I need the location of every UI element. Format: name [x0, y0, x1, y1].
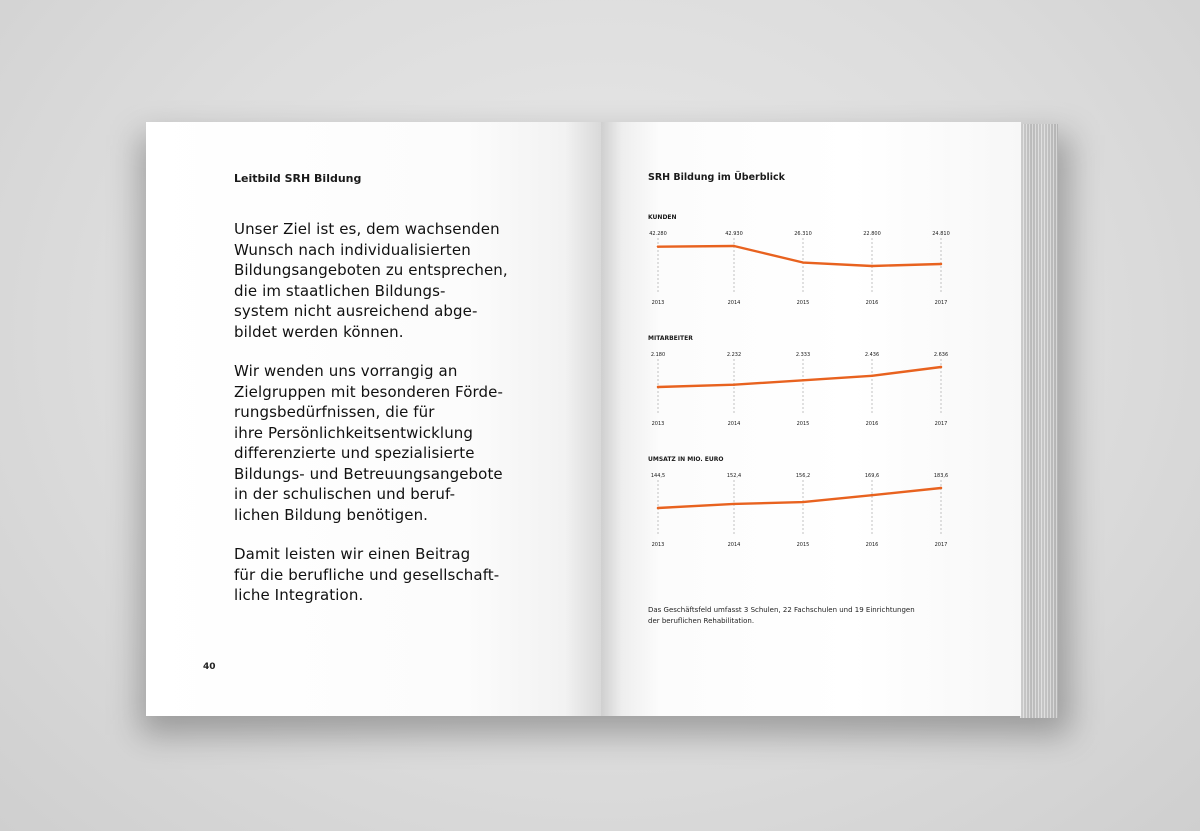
chart-title: KUNDEN: [648, 214, 677, 221]
data-point-2015: [802, 379, 804, 381]
data-point-2015: [802, 501, 804, 503]
year-label: 2013: [651, 421, 665, 427]
year-label: 2017: [934, 542, 948, 548]
mission-paragraph-1: Unser Ziel ist es, dem wachsenden Wunsch nach individualisierten Bildungsangeboten zu entsprechen, die im staatlichen Bildungs- system nicht ausreichend abge- bildet werden können.: [234, 220, 508, 341]
value-label: 2.436: [864, 352, 880, 358]
year-label: 2013: [651, 300, 665, 306]
value-label: 183,6: [933, 473, 949, 479]
value-label: 156,2: [795, 473, 811, 479]
page-number: 40: [203, 662, 216, 672]
year-label: 2014: [727, 542, 741, 548]
year-label: 2015: [796, 300, 810, 306]
mission-paragraph-3: Damit leisten wir einen Beitrag für die berufliche und gesellschaft- liche Integration.: [234, 545, 500, 604]
value-label: 26.310: [794, 231, 812, 237]
value-label: 42.930: [725, 231, 743, 237]
chart-3: [648, 456, 948, 548]
data-point-2013: [657, 386, 659, 388]
data-point-2016: [871, 265, 873, 267]
data-point-2014: [733, 384, 735, 386]
year-label: 2014: [727, 300, 741, 306]
mission-paragraph-2: Wir wenden uns vorrangig an Zielgruppen mit besonderen Förde- rungsbedürfnissen, die für ihre Persönlichkeitsentwicklung differenzierte und spezialisierte Bildungs- und Betreuungsangebote in der schulischen und beruf- lichen Bildung benötigen.: [234, 362, 503, 524]
year-label: 2015: [796, 542, 810, 548]
chart-caption: Das Geschäftsfeld umfasst 3 Schulen, 22 Fachschulen und 19 Einrichtungen der beruflichen Rehabilitation.: [648, 606, 915, 625]
value-label: 24.810: [932, 231, 950, 237]
chart-title: MITARBEITER: [648, 335, 693, 342]
data-point-2013: [657, 245, 659, 247]
year-label: 2016: [865, 421, 879, 427]
value-label: 144,5: [650, 473, 666, 479]
right-page-title: SRH Bildung im Überblick: [648, 172, 785, 183]
value-label: 169,6: [864, 473, 880, 479]
left-page: [146, 122, 601, 716]
value-label: 2.333: [795, 352, 811, 358]
year-label: 2016: [865, 300, 879, 306]
year-label: 2016: [865, 542, 879, 548]
page-edge: [1020, 124, 1058, 718]
data-point-2017: [940, 263, 942, 265]
right-page: [601, 122, 1021, 716]
data-point-2013: [657, 507, 659, 509]
series-line: [658, 246, 941, 266]
value-label: 22.800: [863, 231, 881, 237]
data-point-2015: [802, 261, 804, 263]
value-label: 2.180: [650, 352, 666, 358]
series-line: [658, 488, 941, 508]
chart-1: [648, 214, 950, 306]
series-line: [658, 367, 941, 387]
data-point-2017: [940, 366, 942, 368]
chart-title: UMSATZ IN MIO. EURO: [648, 456, 724, 463]
year-label: 2015: [796, 421, 810, 427]
value-label: 42.280: [649, 231, 667, 237]
value-label: 2.636: [933, 352, 949, 358]
value-label: 2.232: [726, 352, 742, 358]
year-label: 2014: [727, 421, 741, 427]
chart-2: [648, 335, 948, 427]
data-point-2014: [733, 503, 735, 505]
value-label: 152,4: [726, 473, 742, 479]
data-point-2014: [733, 245, 735, 247]
year-label: 2013: [651, 542, 665, 548]
data-point-2017: [940, 487, 942, 489]
data-point-2016: [871, 494, 873, 496]
data-point-2016: [871, 375, 873, 377]
left-page-title: Leitbild SRH Bildung: [234, 172, 362, 185]
year-label: 2017: [934, 300, 948, 306]
year-label: 2017: [934, 421, 948, 427]
